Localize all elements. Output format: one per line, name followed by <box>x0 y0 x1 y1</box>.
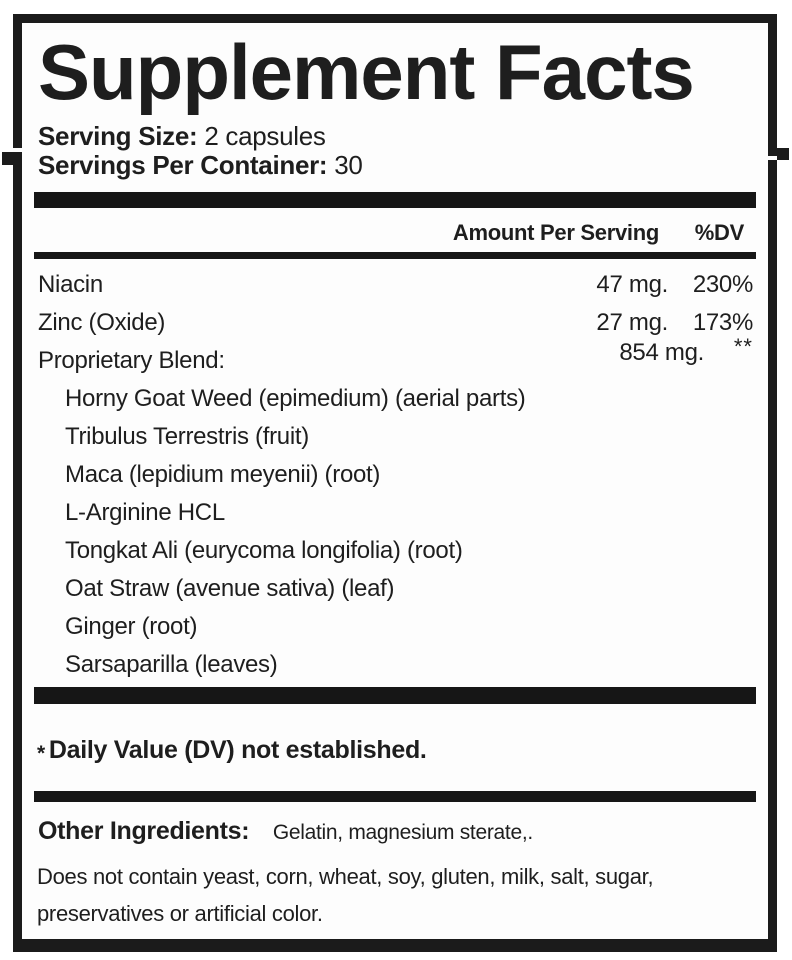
blend-ingredient: Oat Straw (avenue sativa) (leaf) <box>65 575 395 602</box>
divider-thick-top <box>34 192 756 208</box>
ingredient-amount: 47 mg. <box>596 271 668 298</box>
ingredient-name: Niacin <box>38 271 103 298</box>
amount-per-serving-header: Amount Per Serving <box>452 220 659 245</box>
blend-ingredient-list <box>22 380 768 684</box>
blend-ingredient: Horny Goat Weed (epimedium) (aerial parts) <box>65 385 526 412</box>
other-ingredients-line <box>38 816 768 848</box>
ingredient-name: Proprietary Blend: <box>38 347 225 374</box>
print-seam-gap-right <box>768 156 777 160</box>
ingredient-dv: 230% <box>692 271 753 298</box>
fact-row-proprietary-blend <box>22 334 768 380</box>
panel-title: Supplement Facts <box>38 28 694 116</box>
supplement-facts-panel <box>13 14 777 952</box>
ingredient-amount: 854 mg. <box>619 339 704 366</box>
facts-rows <box>22 266 768 684</box>
footnote-text: Daily Value (DV) not established. <box>48 736 427 764</box>
serving-size-label: Serving Size: <box>38 121 198 151</box>
serving-size-line <box>38 122 768 151</box>
percent-dv-header: %DV <box>694 220 744 245</box>
serving-info <box>38 122 768 180</box>
dv-footnote <box>37 737 768 765</box>
blend-ingredient: Tongkat Ali (eurycoma longifolia) (root) <box>65 537 463 564</box>
ingredient-dv: ** <box>733 334 753 359</box>
servings-per-container-line <box>38 151 768 180</box>
blend-ingredient: Maca (lepidium meyenii) (root) <box>65 461 381 488</box>
blend-ingredient: Sarsaparilla (leaves) <box>65 651 278 678</box>
servings-per-container-label: Servings Per Container: <box>38 150 328 180</box>
footnote-asterisk: * <box>37 742 45 765</box>
divider-medium-bottom <box>34 791 756 802</box>
print-seam-tick-right <box>777 148 789 160</box>
servings-per-container-value: 30 <box>334 150 363 180</box>
serving-size-value: 2 capsules <box>204 121 326 151</box>
disclaimer-line-2: preservatives or artificial color. <box>37 901 323 926</box>
ingredient-dv: 173% <box>692 309 753 336</box>
fact-row-niacin <box>22 266 768 304</box>
blend-ingredient: Tribulus Terrestris (fruit) <box>65 423 309 450</box>
divider-thick-middle <box>34 687 756 704</box>
column-header-row <box>22 221 768 245</box>
blend-ingredient: L-Arginine HCL <box>65 499 225 526</box>
print-seam-gap-left <box>13 148 22 152</box>
ingredient-amount: 27 mg. <box>596 309 668 336</box>
other-ingredients-value: Gelatin, magnesium sterate,. <box>272 821 533 844</box>
divider-thin-header <box>34 252 756 259</box>
print-seam-tick-left <box>2 152 13 165</box>
blend-ingredient: Ginger (root) <box>65 613 198 640</box>
disclaimer-line-1: Does not contain yeast, corn, wheat, soy, gluten, milk, salt, sugar, <box>37 864 654 889</box>
ingredient-name: Zinc (Oxide) <box>38 309 166 336</box>
other-ingredients-label: Other Ingredients: <box>38 817 250 845</box>
